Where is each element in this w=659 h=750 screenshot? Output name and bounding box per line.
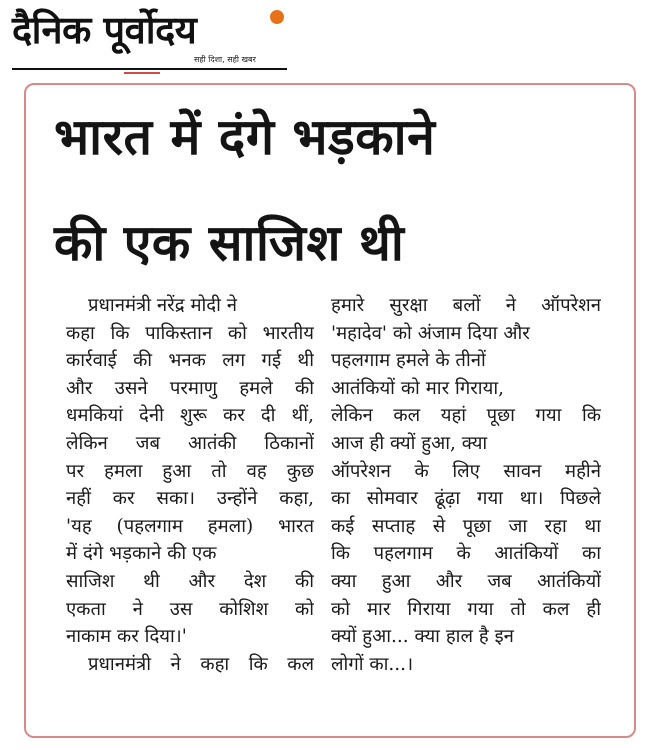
body-line: लोगों का...।: [331, 653, 414, 675]
body-line: ऑपरेशन के लिए सावन महीने: [331, 460, 601, 482]
body-line: पर हमला हुआ तो वह कुछ: [66, 460, 314, 482]
headline-line-1: भारत में दंगे भड़काने: [54, 108, 436, 166]
logo-dot-icon: [270, 10, 284, 24]
body-line: का सोमवार ढूंढ़ा गया था। पिछले: [331, 488, 601, 510]
masthead-accent-line: [124, 72, 160, 74]
headline-line-2: की एक साजिश थी: [54, 214, 405, 272]
body-line: और उसने परमाणु हमले की: [66, 377, 314, 399]
body-line: हमारे सुरक्षा बलों ने ऑपरेशन: [331, 295, 601, 316]
body-line: कि पहलगाम के आतंकियों का: [331, 543, 601, 565]
body-line: 'यह (पहलगाम हमला) भारत: [66, 515, 314, 537]
newspaper-tagline: सही दिशा, सही खबर: [194, 55, 256, 64]
body-line: कहा कि पाकिस्तान को भारतीय: [66, 322, 314, 344]
body-line: धमकियां देनी शुरू कर दी थीं,: [66, 405, 314, 427]
newspaper-logo: दैनिक पूर्वोदय: [12, 8, 197, 52]
body-line: नहीं कर सका। उन्होंने कहा,: [66, 488, 314, 510]
body-line: साजिश थी और देश की: [66, 570, 314, 592]
body-line: नाकाम कर दिया।': [66, 626, 187, 648]
body-line: पहलगाम हमले के तीनों: [331, 350, 486, 372]
body-line: कई सप्ताह से पूछा जा रहा था: [331, 515, 601, 537]
body-line: लेकिन कल यहां पूछा गया कि: [331, 405, 601, 427]
masthead-divider: [12, 68, 287, 70]
body-line: प्रधानमंत्री ने कहा कि कल: [88, 653, 314, 675]
body-line: प्रधानमंत्री नरेंद्र मोदी ने: [88, 295, 238, 316]
body-line: क्यों हुआ... क्या हाल है इन: [331, 626, 514, 648]
article-column-left: [66, 292, 314, 678]
body-line: क्या हुआ और जब आतंकियों: [331, 570, 601, 592]
body-line: एकता ने उस कोशिश को: [66, 598, 314, 620]
body-line: आज ही क्यों हुआ, क्या: [331, 432, 488, 454]
body-line: में दंगे भड़काने की एक: [66, 543, 217, 565]
body-line: लेकिन जब आतंकी ठिकानों: [66, 432, 314, 454]
article-clipping: [24, 83, 636, 738]
masthead: [12, 6, 287, 70]
article-column-right: [331, 292, 601, 678]
body-line: को मार गिराया गया तो कल ही: [331, 598, 601, 620]
body-line: आतंकियों को मार गिराया,: [331, 377, 505, 399]
body-line: कार्रवाई की भनक लग गई थी: [66, 350, 314, 372]
body-line: 'महादेव' को अंजाम दिया और: [331, 322, 530, 344]
